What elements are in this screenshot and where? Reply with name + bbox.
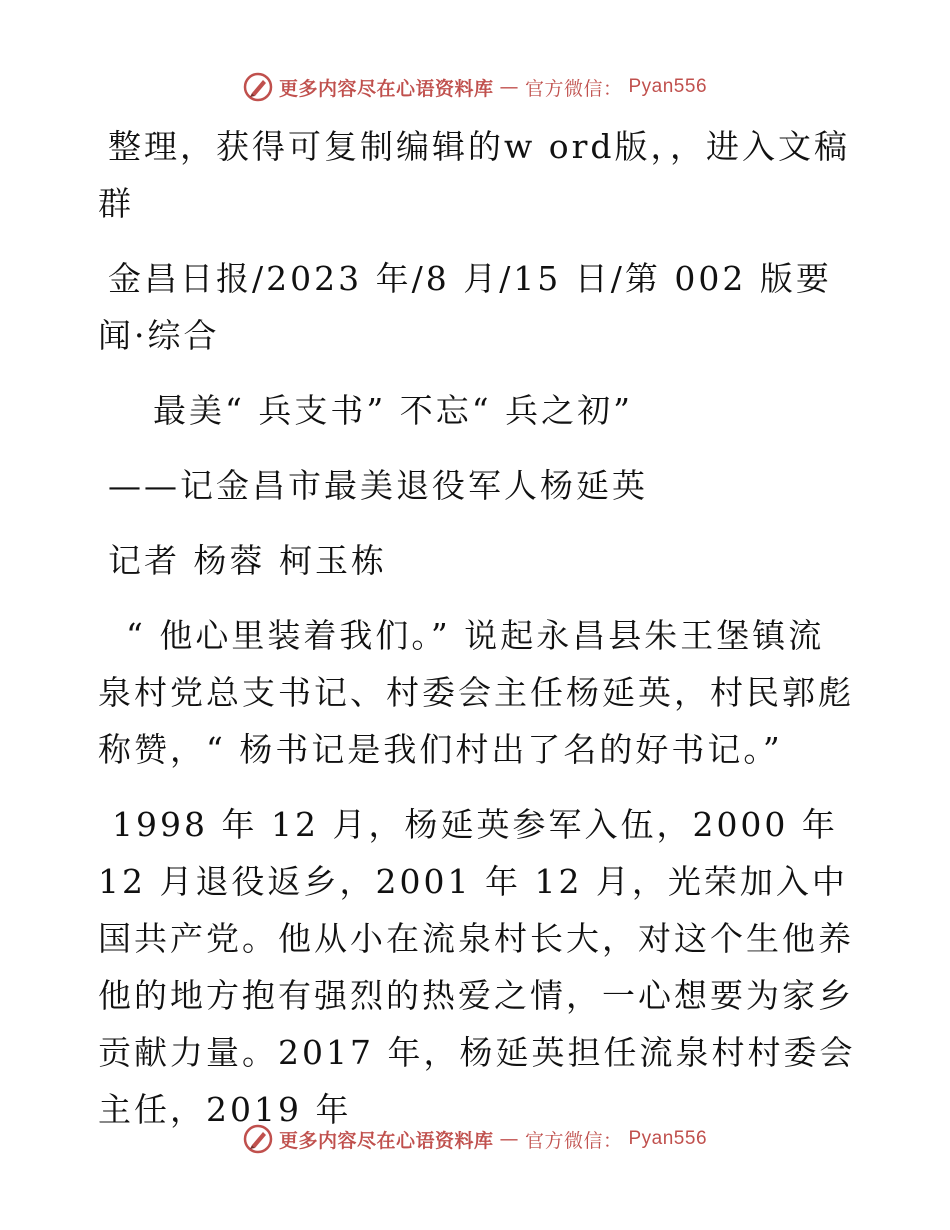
watermark-dash: — [499,1128,519,1150]
pen-logo-icon [243,72,273,102]
watermark-id: Pyan556 [628,76,708,97]
source-line: 金昌日报/2023 年/8 月/15 日/第 002 版要闻·综合 [98,259,832,355]
watermark-id: Pyan556 [628,1128,708,1149]
article-subtitle: ——记金昌市最美退役军人杨延英 [108,466,648,505]
watermark-dash: — [499,76,519,98]
watermark-main-text: 更多内容尽在心语资料库 [278,1129,494,1152]
body-paragraph: 1998 年 12 月，杨延英参军入伍，2000 年 12 月退役返乡，2001 年 12 月，光荣加入中国共产党。他从小在流泉村长大，对这个生他养他的地方抱有强烈的热爱之情，一心想要为家乡贡献力量。2017 年，杨延英担任流泉村村委会主任，2019 年 [98,805,856,1129]
footer-watermark [0,1124,950,1154]
document-body [98,118,858,1138]
watermark-handle-text: 官方微信： [524,77,623,100]
header-watermark [0,72,950,102]
watermark-main-text: 更多内容尽在心语资料库 [278,77,494,100]
article-title: 最美“ 兵支书” 不忘“ 兵之初” [153,391,633,430]
byline: 记者 杨蓉 柯玉栋 [108,541,387,580]
pen-logo-icon [243,1124,273,1154]
quote-paragraph: “ 他心里装着我们。” 说起永昌县朱王堡镇流泉村党总支书记、村委会主任杨延英，村民郭彪称赞，“ 杨书记是我们村出了名的好书记。” [98,616,854,769]
intro-paragraph: 整理，获得可复制编辑的w ord版，，进入文稿群 [98,127,851,223]
watermark-handle-text: 官方微信： [524,1129,623,1152]
